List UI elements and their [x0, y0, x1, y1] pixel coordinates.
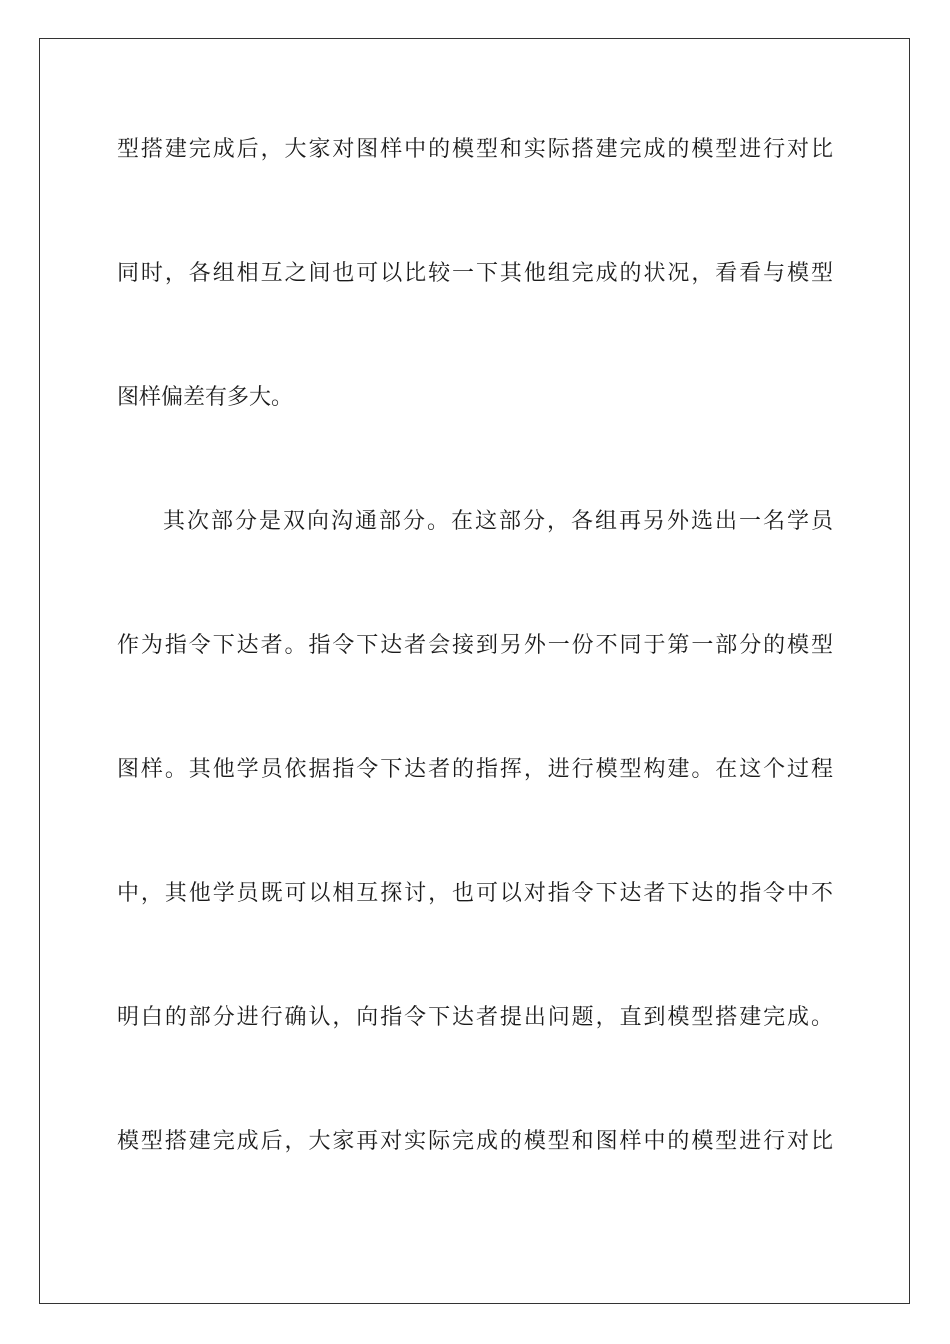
paragraph-line-4: 其次部分是双向沟通部分。在这部分，各组再另外选出一名学员 — [163, 509, 833, 534]
page-frame — [39, 38, 910, 1304]
paragraph-line-3: 图样偏差有多大。 — [117, 385, 294, 410]
paragraph-line-8: 明白的部分进行确认，向指令下达者提出问题，直到模型搭建完成。 — [117, 1005, 833, 1030]
paragraph-line-7: 中，其他学员既可以相互探讨，也可以对指令下达者下达的指令中不 — [117, 881, 833, 906]
paragraph-line-1: 型搭建完成后，大家对图样中的模型和实际搭建完成的模型进行对比 — [117, 137, 833, 162]
paragraph-line-2: 同时，各组相互之间也可以比较一下其他组完成的状况，看看与模型 — [117, 261, 833, 286]
paragraph-line-6: 图样。其他学员依据指令下达者的指挥，进行模型构建。在这个过程 — [117, 757, 833, 782]
paragraph-line-5: 作为指令下达者。指令下达者会接到另外一份不同于第一部分的模型 — [117, 633, 833, 658]
paragraph-line-9: 模型搭建完成后，大家再对实际完成的模型和图样中的模型进行对比 — [117, 1129, 833, 1154]
